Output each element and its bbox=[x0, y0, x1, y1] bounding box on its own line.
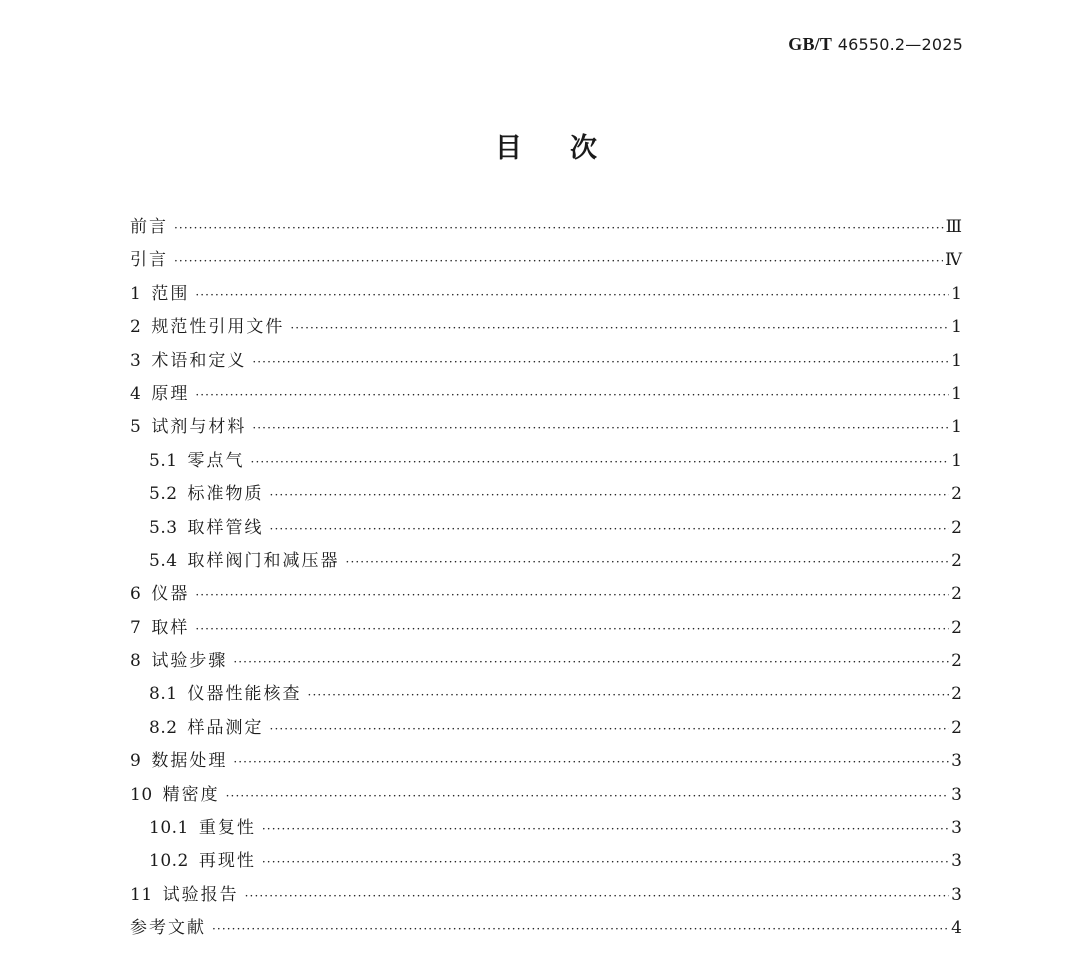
toc-entry-number: 10.2 bbox=[149, 851, 189, 872]
toc-entry-bibliography[interactable] bbox=[130, 912, 962, 945]
toc-leader-dots bbox=[195, 279, 949, 312]
toc-leader-dots bbox=[233, 746, 949, 779]
toc-entry-page: 3 bbox=[951, 784, 962, 805]
toc-entry-number: 11 bbox=[130, 884, 153, 905]
toc-entry-8-1[interactable] bbox=[130, 678, 962, 711]
toc-entry-label: 取样阀门和减压器 bbox=[187, 550, 340, 571]
toc-entry-page: 3 bbox=[951, 818, 962, 839]
toc-leader-dots bbox=[270, 713, 950, 746]
toc-entry-page: 2 bbox=[951, 484, 962, 505]
toc-leader-dots bbox=[195, 613, 949, 646]
toc-leader-dots bbox=[212, 913, 949, 946]
toc-entry-page: 3 bbox=[951, 851, 962, 872]
toc-entry-page: 2 bbox=[951, 651, 962, 672]
toc-entry-page: Ⅳ bbox=[945, 250, 962, 271]
toc-entry-1[interactable] bbox=[130, 278, 962, 311]
toc-entry-number: 8.2 bbox=[149, 717, 178, 738]
toc-entry-number: 1 bbox=[130, 283, 142, 304]
toc-entry-10-1[interactable] bbox=[130, 812, 962, 845]
toc-entry-number: 9 bbox=[130, 751, 142, 772]
toc-entry-number: 5.2 bbox=[149, 484, 178, 505]
standard-prefix: GB/T bbox=[788, 34, 833, 54]
toc-entry-page: 2 bbox=[951, 684, 962, 705]
toc-entry-number: 8 bbox=[130, 651, 142, 672]
toc-leader-dots bbox=[233, 646, 949, 679]
toc-entry-5-3[interactable] bbox=[130, 512, 962, 545]
standard-code bbox=[788, 34, 963, 55]
toc-entry-foreword[interactable] bbox=[130, 211, 962, 244]
toc-entry-4[interactable] bbox=[130, 378, 962, 411]
toc-leader-dots bbox=[346, 546, 950, 579]
toc-entry-label: 范围 bbox=[151, 283, 190, 304]
toc-entry-number: 5.4 bbox=[149, 550, 178, 571]
toc-entry-number: 5 bbox=[130, 417, 142, 438]
toc-entry-page: 1 bbox=[951, 283, 962, 304]
standard-number: 46550.2—2025 bbox=[837, 35, 963, 54]
toc-entry-label: 取样管线 bbox=[187, 517, 264, 538]
toc-entry-label: 再现性 bbox=[198, 851, 256, 872]
toc-entry-number: 2 bbox=[130, 317, 142, 338]
toc-entry-label: 重复性 bbox=[198, 818, 256, 839]
toc-entry-label: 规范性引用文件 bbox=[151, 317, 285, 338]
toc-leader-dots bbox=[195, 379, 949, 412]
toc-entry-page: 3 bbox=[951, 751, 962, 772]
toc-entry-11[interactable] bbox=[130, 879, 962, 912]
toc-entry-page: 2 bbox=[951, 550, 962, 571]
toc-leader-dots bbox=[308, 679, 950, 712]
toc-entry-2[interactable] bbox=[130, 311, 962, 344]
toc-entry-label: 零点气 bbox=[187, 450, 245, 471]
toc-entry-page: 1 bbox=[951, 350, 962, 371]
toc-entry-number: 7 bbox=[130, 617, 142, 638]
toc-entry-label: 引言 bbox=[130, 250, 168, 271]
toc-entry-8[interactable] bbox=[130, 645, 962, 678]
toc-leader-dots bbox=[270, 479, 950, 512]
toc-entry-page: 1 bbox=[951, 317, 962, 338]
toc-entry-label: 仪器性能核查 bbox=[187, 684, 302, 705]
toc-entry-page: 2 bbox=[951, 617, 962, 638]
toc-entry-5[interactable] bbox=[130, 411, 962, 444]
toc-title-first: 目 bbox=[495, 133, 522, 164]
toc-entry-number: 3 bbox=[130, 350, 142, 371]
toc-entry-number: 5.1 bbox=[149, 450, 178, 471]
toc-leader-dots bbox=[270, 513, 950, 546]
toc-leader-dots bbox=[174, 245, 943, 278]
toc-entry-9[interactable] bbox=[130, 745, 962, 778]
toc-entry-number: 6 bbox=[130, 584, 142, 605]
toc-leader-dots bbox=[262, 813, 949, 846]
toc-entry-label: 试验报告 bbox=[162, 884, 239, 905]
toc-entry-label: 数据处理 bbox=[151, 751, 228, 772]
toc-entry-number: 10.1 bbox=[149, 818, 189, 839]
toc-entry-label: 参考文献 bbox=[130, 918, 206, 939]
toc-entry-number: 5.3 bbox=[149, 517, 178, 538]
toc-entry-number: 4 bbox=[130, 383, 142, 404]
toc-entry-3[interactable] bbox=[130, 345, 962, 378]
toc-entry-label: 样品测定 bbox=[187, 717, 264, 738]
toc-title-second: 次 bbox=[570, 133, 597, 164]
toc-entry-page: Ⅲ bbox=[945, 217, 962, 237]
toc-entry-10-2[interactable] bbox=[130, 845, 962, 878]
toc-entry-introduction[interactable] bbox=[130, 244, 962, 277]
toc-leader-dots bbox=[290, 312, 949, 345]
toc-entry-page: 1 bbox=[951, 383, 962, 404]
toc-entry-label: 取样 bbox=[151, 617, 190, 638]
toc-leader-dots bbox=[174, 212, 944, 245]
toc-entry-5-2[interactable] bbox=[130, 478, 962, 511]
toc-entry-label: 原理 bbox=[151, 383, 190, 404]
toc-leader-dots bbox=[262, 846, 949, 879]
toc-entry-5-4[interactable] bbox=[130, 545, 962, 578]
toc-leader-dots bbox=[252, 412, 949, 445]
toc-entry-label: 试剂与材料 bbox=[151, 417, 247, 438]
toc-entry-label: 试验步骤 bbox=[151, 651, 228, 672]
toc-leader-dots bbox=[251, 446, 950, 479]
toc-entry-label: 精密度 bbox=[162, 784, 220, 805]
toc-list bbox=[130, 211, 962, 946]
toc-entry-page: 2 bbox=[951, 517, 962, 538]
toc-entry-page: 2 bbox=[951, 717, 962, 738]
toc-leader-dots bbox=[245, 880, 950, 913]
toc-entry-page: 3 bbox=[951, 884, 962, 905]
toc-leader-dots bbox=[252, 346, 949, 379]
toc-entry-label: 标准物质 bbox=[187, 484, 264, 505]
toc-title bbox=[0, 126, 1080, 165]
toc-entry-page: 1 bbox=[951, 450, 962, 471]
toc-entry-label: 前言 bbox=[130, 217, 168, 237]
toc-entry-number: 10 bbox=[130, 784, 153, 805]
toc-leader-dots bbox=[226, 780, 950, 813]
toc-entry-7[interactable] bbox=[130, 612, 962, 645]
toc-entry-6[interactable] bbox=[130, 578, 962, 611]
toc-entry-label: 术语和定义 bbox=[151, 350, 247, 371]
toc-entry-page: 2 bbox=[951, 584, 962, 605]
toc-entry-page: 4 bbox=[951, 918, 962, 939]
toc-entry-number: 8.1 bbox=[149, 684, 178, 705]
toc-entry-5-1[interactable] bbox=[130, 445, 962, 478]
toc-entry-label: 仪器 bbox=[151, 584, 190, 605]
toc-leader-dots bbox=[195, 579, 949, 612]
toc-entry-page: 1 bbox=[951, 417, 962, 438]
toc-entry-8-2[interactable] bbox=[130, 712, 962, 745]
toc-entry-10[interactable] bbox=[130, 779, 962, 812]
